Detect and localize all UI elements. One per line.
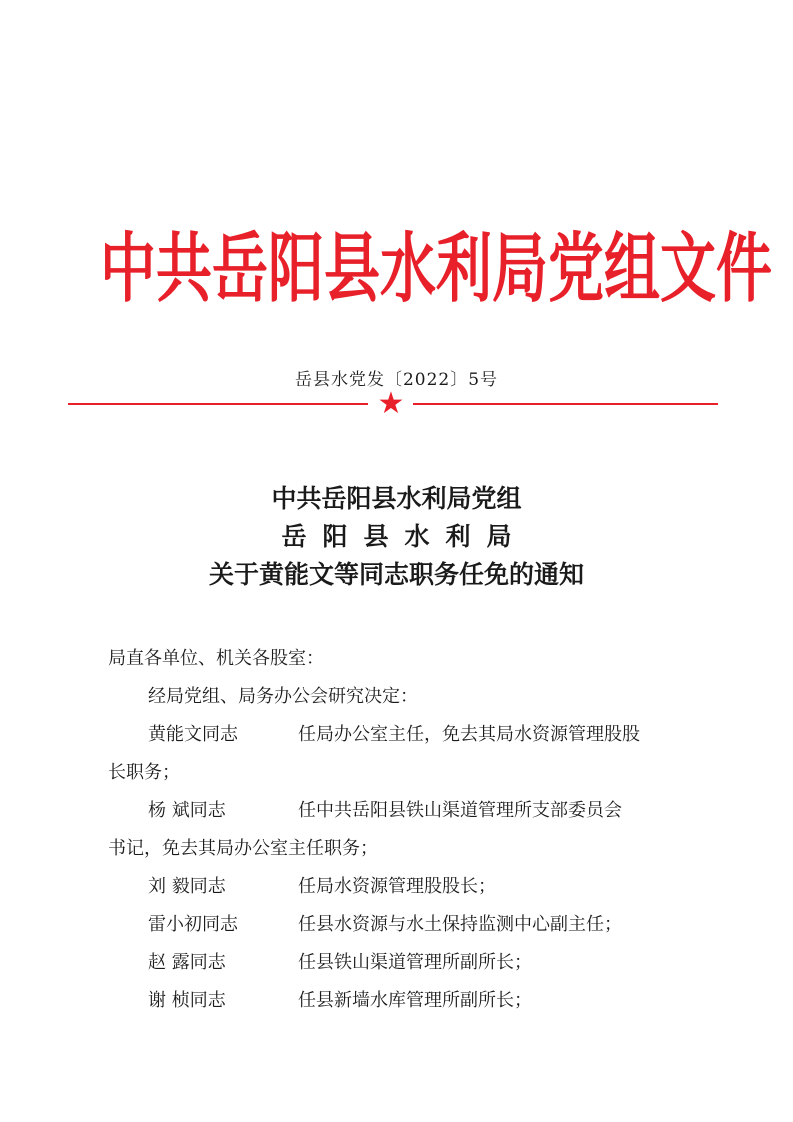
masthead-char: 局 — [492, 225, 548, 314]
person-name: 杨 斌同志 — [148, 800, 226, 821]
appointment-text: 任县铁山渠道管理所副所长； — [298, 952, 532, 973]
masthead-char: 党 — [548, 225, 604, 314]
star-icon: ★ — [377, 386, 405, 421]
appointment-text: 任中共岳阳县铁山渠道管理所支部委员会 — [298, 800, 622, 821]
person-name: 雷小初同志 — [148, 914, 238, 935]
masthead-char: 文 — [660, 225, 716, 314]
person-name: 黄能文同志 — [148, 724, 238, 745]
appointment-entry — [108, 906, 708, 944]
salutation: 局直各单位、机关各股室： — [108, 648, 324, 669]
masthead-char: 利 — [436, 225, 492, 314]
appointment-entry — [108, 716, 708, 754]
title-line-3: 关于黄能文等同志职务任免的通知 — [208, 560, 584, 589]
masthead-char: 水 — [380, 225, 436, 314]
masthead-char: 阳 — [268, 225, 324, 314]
document-masthead — [100, 225, 772, 315]
red-divider-left — [68, 403, 368, 405]
appointment-continuation: 长职务； — [108, 762, 180, 783]
masthead-char: 件 — [716, 225, 772, 314]
title-line-2: 岳阳县水利局 — [281, 522, 528, 551]
masthead-char: 组 — [604, 225, 660, 314]
appointment-entry — [108, 944, 708, 982]
person-name: 刘 毅同志 — [148, 876, 226, 897]
appointment-text: 任县水资源与水土保持监测中心副主任； — [298, 914, 622, 935]
intro-paragraph: 经局党组、局务办公会研究决定： — [148, 686, 418, 707]
appointment-continuation: 书记，免去其局办公室主任职务； — [108, 838, 378, 859]
notice-title — [0, 480, 793, 594]
appointment-entry — [108, 868, 708, 906]
title-line-1: 中共岳阳县水利局党组 — [271, 484, 522, 513]
appointment-entry — [108, 792, 708, 830]
notice-body — [108, 640, 708, 1020]
appointment-text: 任局办公室主任，免去其局水资源管理股股 — [298, 724, 640, 745]
appointment-text: 任县新墙水库管理所副所长； — [298, 990, 532, 1011]
masthead-char: 县 — [324, 225, 380, 314]
person-name: 赵 露同志 — [148, 952, 226, 973]
appointment-entry — [108, 982, 708, 1020]
appointment-text: 任局水资源管理股股长； — [298, 876, 496, 897]
masthead-char: 共 — [156, 225, 212, 314]
person-name: 谢 桢同志 — [148, 990, 226, 1011]
masthead-char: 中 — [100, 225, 156, 314]
masthead-char: 岳 — [212, 225, 268, 314]
red-divider-right — [413, 403, 718, 405]
document-number: 岳县水党发〔2022〕5号 — [294, 370, 499, 390]
